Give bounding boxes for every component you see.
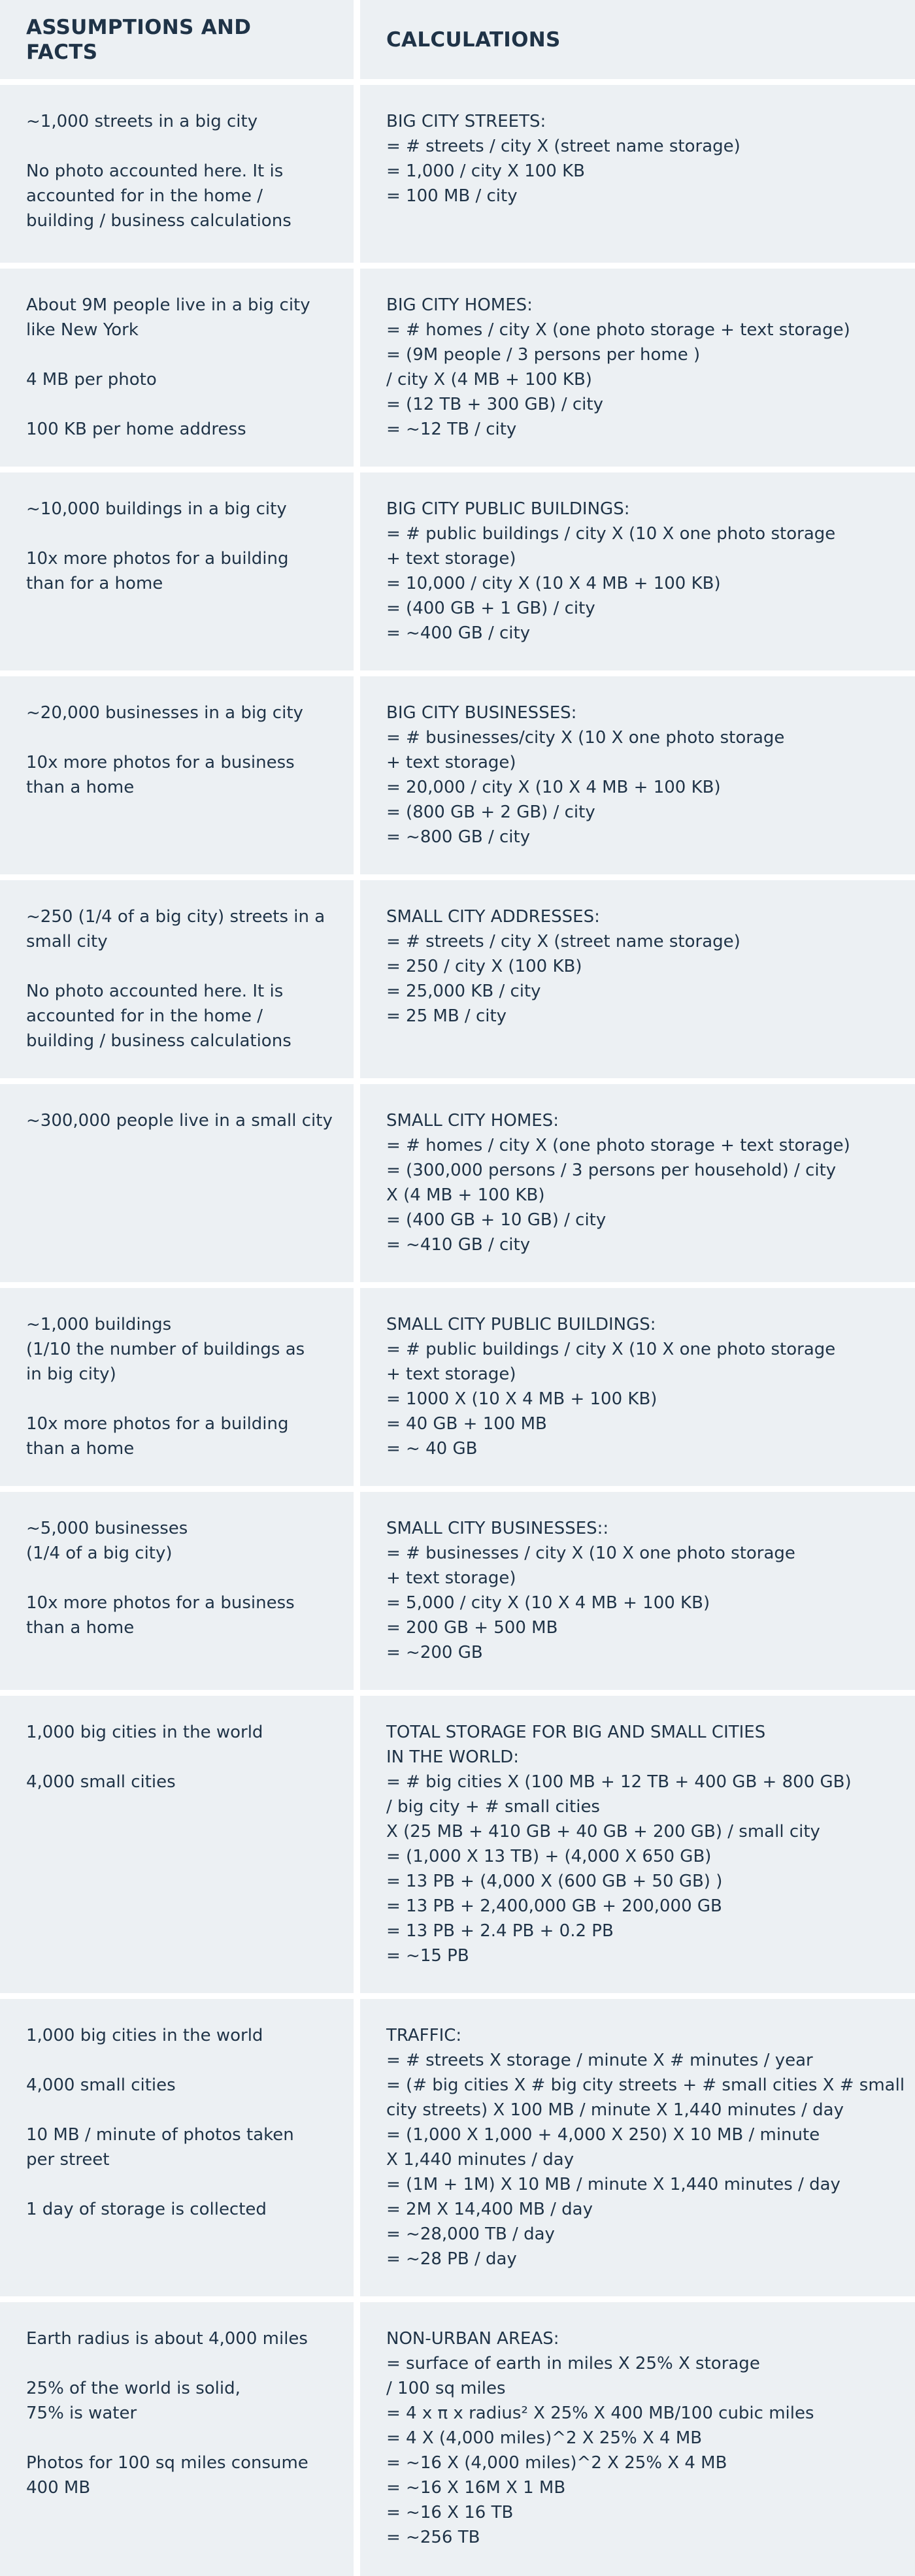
calculation-line: BIG CITY PUBLIC BUILDINGS: bbox=[386, 499, 630, 519]
calculations-cell bbox=[360, 1999, 915, 2296]
calculation-line: = 13 PB + (4,000 X (600 GB + 50 GB) ) bbox=[386, 1872, 723, 1891]
calculation-line: = 100 MB / city bbox=[386, 186, 518, 206]
calculation-line: + text storage) bbox=[386, 1364, 516, 1384]
assumption-line: 100 KB per home address bbox=[26, 420, 246, 439]
calculation-line: = 200 GB + 500 MB bbox=[386, 1618, 558, 1638]
calculation-line: / big city + # small cities bbox=[386, 1797, 600, 1817]
assumption-line: 10 MB / minute of photos taken bbox=[26, 2125, 294, 2145]
assumption-line bbox=[26, 2098, 327, 2122]
assumption-line: small city bbox=[26, 932, 108, 951]
assumption-line: No photo accounted here. It is bbox=[26, 982, 284, 1001]
assumption-line: 1,000 big cities in the world bbox=[26, 2026, 263, 2045]
header-calculations: CALCULATIONS bbox=[360, 0, 915, 79]
calculation-line: = ~200 GB bbox=[386, 1643, 483, 1662]
assumptions-cell bbox=[0, 269, 354, 467]
calculation-line: / 100 sq miles bbox=[386, 2379, 506, 2398]
assumption-line: ~250 (1/4 of a big city) streets in a bbox=[26, 907, 325, 927]
assumption-line: than a home bbox=[26, 1618, 135, 1638]
calculation-line: = # homes / city X (one photo storage + text storage) bbox=[386, 1136, 850, 1155]
calculations-cell bbox=[360, 269, 915, 467]
calculations-cell bbox=[360, 1696, 915, 1993]
calculations-cell bbox=[360, 1084, 915, 1282]
assumptions-cell bbox=[0, 472, 354, 670]
assumption-line bbox=[26, 521, 327, 546]
calculation-line: = ~ 40 GB bbox=[386, 1439, 478, 1459]
assumption-line: 400 MB bbox=[26, 2478, 91, 2498]
calculation-line: = ~16 X (4,000 miles)^2 X 25% X 4 MB bbox=[386, 2453, 727, 2473]
calculation-line: = ~256 TB bbox=[386, 2528, 480, 2547]
calculation-line: = 13 PB + 2.4 PB + 0.2 PB bbox=[386, 1921, 614, 1941]
assumption-line: building / business calculations bbox=[26, 1031, 291, 1051]
calculation-line: IN THE WORLD: bbox=[386, 1747, 520, 1767]
calculation-line: = # businesses / city X (10 X one photo storage bbox=[386, 1544, 795, 1563]
calculation-line: SMALL CITY ADDRESSES: bbox=[386, 907, 600, 927]
assumption-line bbox=[26, 1566, 327, 1591]
calculation-line: = 1000 X (10 X 4 MB + 100 KB) bbox=[386, 1389, 657, 1409]
assumption-line bbox=[26, 725, 327, 750]
assumption-line bbox=[26, 2351, 327, 2376]
assumptions-cell bbox=[0, 85, 354, 263]
assumption-line: No photo accounted here. It is bbox=[26, 161, 284, 181]
calculation-line: SMALL CITY PUBLIC BUILDINGS: bbox=[386, 1315, 656, 1334]
assumption-line bbox=[26, 954, 327, 979]
assumptions-cell bbox=[0, 1999, 354, 2296]
calculation-line: = # public buildings / city X (10 X one photo storage bbox=[386, 1340, 836, 1359]
assumption-line: 1,000 big cities in the world bbox=[26, 1723, 263, 1742]
calculation-line: = ~15 PB bbox=[386, 1946, 469, 1966]
calculations-cell bbox=[360, 676, 915, 874]
calculation-line: = 5,000 / city X (10 X 4 MB + 100 KB) bbox=[386, 1593, 710, 1613]
calculation-line: = (1,000 X 1,000 + 4,000 X 250) X 10 MB / minute bbox=[386, 2125, 820, 2145]
assumptions-cell bbox=[0, 676, 354, 874]
calculation-line: + text storage) bbox=[386, 549, 516, 569]
assumption-line: accounted for in the home / bbox=[26, 1006, 263, 1026]
calculation-line: = (9M people / 3 persons per home ) bbox=[386, 345, 701, 365]
header-assumptions: ASSUMPTIONS AND FACTS bbox=[0, 0, 354, 79]
calculation-line: = 1,000 / city X 100 KB bbox=[386, 161, 585, 181]
calculation-line: BIG CITY HOMES: bbox=[386, 295, 533, 315]
calculation-line: BIG CITY STREETS: bbox=[386, 112, 546, 131]
calculation-line: = ~28,000 TB / day bbox=[386, 2224, 555, 2244]
calculation-line: = ~28 PB / day bbox=[386, 2249, 517, 2269]
assumption-line: (1/4 of a big city) bbox=[26, 1544, 173, 1563]
assumption-line: ~10,000 buildings in a big city bbox=[26, 499, 287, 519]
calculation-line: + text storage) bbox=[386, 1568, 516, 1588]
assumptions-cell bbox=[0, 1696, 354, 1993]
calculation-line: = 20,000 / city X (10 X 4 MB + 100 KB) bbox=[386, 778, 721, 797]
assumption-line: 1 day of storage is collected bbox=[26, 2200, 267, 2219]
calculation-line: = ~16 X 16 TB bbox=[386, 2503, 514, 2522]
assumption-line: than a home bbox=[26, 1439, 135, 1459]
assumption-line: 10x more photos for a business bbox=[26, 1593, 295, 1613]
calculation-line: = (1M + 1M) X 10 MB / minute X 1,440 minutes / day bbox=[386, 2175, 840, 2194]
calculation-line: X (25 MB + 410 GB + 40 GB + 200 GB) / small city bbox=[386, 1822, 820, 1841]
calculations-cell bbox=[360, 2302, 915, 2576]
calculation-line: = (400 GB + 1 GB) / city bbox=[386, 599, 595, 618]
calculation-line: = # homes / city X (one photo storage + text storage) bbox=[386, 320, 850, 340]
calculation-line: NON-URBAN AREAS: bbox=[386, 2329, 559, 2349]
calculation-line: = 4 X (4,000 miles)^2 X 25% X 4 MB bbox=[386, 2428, 703, 2448]
assumptions-cell bbox=[0, 2302, 354, 2576]
calculations-cell bbox=[360, 472, 915, 670]
assumption-line bbox=[26, 2048, 327, 2073]
assumption-line bbox=[26, 2172, 327, 2197]
calculation-line: = # streets / city X (street name storage) bbox=[386, 137, 740, 156]
assumption-line: accounted for in the home / bbox=[26, 186, 263, 206]
calculation-line: BIG CITY BUSINESSES: bbox=[386, 703, 577, 723]
calculation-line: = # streets X storage / minute X # minutes / year bbox=[386, 2051, 813, 2070]
assumptions-cell bbox=[0, 1084, 354, 1282]
assumption-line: ~300,000 people live in a small city bbox=[26, 1111, 333, 1131]
calculation-line: = 4 x π x radius² X 25% X 400 MB/100 cubic miles bbox=[386, 2403, 814, 2423]
calculation-line: = ~800 GB / city bbox=[386, 827, 531, 847]
calculation-line: = # public buildings / city X (10 X one photo storage bbox=[386, 524, 836, 544]
calculation-line: = (12 TB + 300 GB) / city bbox=[386, 395, 603, 414]
calculation-line: = 250 / city X (100 KB) bbox=[386, 957, 582, 976]
assumption-line: Photos for 100 sq miles consume bbox=[26, 2453, 308, 2473]
assumption-line: like New York bbox=[26, 320, 139, 340]
calculation-line: SMALL CITY HOMES: bbox=[386, 1111, 559, 1131]
assumption-line: (1/10 the number of buildings as bbox=[26, 1340, 305, 1359]
calculation-line: = 10,000 / city X (10 X 4 MB + 100 KB) bbox=[386, 574, 721, 593]
assumption-line: About 9M people live in a big city bbox=[26, 295, 310, 315]
assumption-line bbox=[26, 1745, 327, 1770]
assumption-line: 4 MB per photo bbox=[26, 370, 157, 389]
assumption-line: per street bbox=[26, 2150, 110, 2170]
assumption-line: 4,000 small cities bbox=[26, 1772, 176, 1792]
calculation-line: / city X (4 MB + 100 KB) bbox=[386, 370, 592, 389]
calculation-line: + text storage) bbox=[386, 753, 516, 772]
calculation-line: = 25 MB / city bbox=[386, 1006, 507, 1026]
calculation-line: = 40 GB + 100 MB bbox=[386, 1414, 547, 1434]
assumption-line: than for a home bbox=[26, 574, 163, 593]
calculation-line: city streets) X 100 MB / minute X 1,440 minutes / day bbox=[386, 2100, 844, 2120]
assumption-line: 10x more photos for a building bbox=[26, 549, 289, 569]
assumption-line: Earth radius is about 4,000 miles bbox=[26, 2329, 308, 2349]
assumption-line: ~20,000 businesses in a big city bbox=[26, 703, 303, 723]
calculation-line: = 13 PB + 2,400,000 GB + 200,000 GB bbox=[386, 1896, 722, 1916]
assumption-line: 4,000 small cities bbox=[26, 2075, 176, 2095]
calculation-line: X 1,440 minutes / day bbox=[386, 2150, 574, 2170]
assumption-line: ~1,000 streets in a big city bbox=[26, 112, 258, 131]
calculations-cell bbox=[360, 880, 915, 1078]
calculation-line: = 25,000 KB / city bbox=[386, 982, 541, 1001]
assumption-line bbox=[26, 342, 327, 367]
calculations-cell bbox=[360, 1492, 915, 1690]
calculation-line: = (# big cities X # big city streets + # small cities X # small bbox=[386, 2075, 905, 2095]
assumption-line bbox=[26, 134, 327, 159]
calculation-line: = (300,000 persons / 3 persons per household) / city bbox=[386, 1161, 837, 1180]
calculation-line: SMALL CITY BUSINESSES:: bbox=[386, 1519, 609, 1538]
assumptions-cell bbox=[0, 1288, 354, 1486]
calculation-line: = # big cities X (100 MB + 12 TB + 400 GB + 800 GB) bbox=[386, 1772, 852, 1792]
calculation-line: = 2M X 14,400 MB / day bbox=[386, 2200, 593, 2219]
assumption-line: in big city) bbox=[26, 1364, 116, 1384]
calculation-line: X (4 MB + 100 KB) bbox=[386, 1185, 545, 1205]
calculation-line: = ~12 TB / city bbox=[386, 420, 517, 439]
calculation-line: = ~16 X 16M X 1 MB bbox=[386, 2478, 566, 2498]
assumption-line: than a home bbox=[26, 778, 135, 797]
assumptions-cell bbox=[0, 880, 354, 1078]
calculation-line: = (1,000 X 13 TB) + (4,000 X 650 GB) bbox=[386, 1847, 712, 1866]
assumption-line: 10x more photos for a building bbox=[26, 1414, 289, 1434]
calculation-line: TOTAL STORAGE FOR BIG AND SMALL CITIES bbox=[386, 1723, 766, 1742]
assumption-line bbox=[26, 1387, 327, 1412]
calculation-line: = (800 GB + 2 GB) / city bbox=[386, 802, 595, 822]
calculation-line: TRAFFIC: bbox=[386, 2026, 462, 2045]
calculation-line: = ~400 GB / city bbox=[386, 623, 531, 643]
assumption-line: 10x more photos for a business bbox=[26, 753, 295, 772]
calculation-line: = # businesses/city X (10 X one photo storage bbox=[386, 728, 785, 748]
assumptions-cell bbox=[0, 1492, 354, 1690]
calculations-cell bbox=[360, 1288, 915, 1486]
assumption-line: 25% of the world is solid, bbox=[26, 2379, 241, 2398]
assumption-line: building / business calculations bbox=[26, 211, 291, 231]
assumption-line bbox=[26, 2426, 327, 2451]
assumption-line bbox=[26, 392, 327, 417]
calculation-line: = ~410 GB / city bbox=[386, 1235, 531, 1255]
calculation-line: = (400 GB + 10 GB) / city bbox=[386, 1210, 607, 1230]
calculations-cell bbox=[360, 85, 915, 263]
calculation-line: = # streets / city X (street name storage) bbox=[386, 932, 740, 951]
assumption-line: 75% is water bbox=[26, 2403, 137, 2423]
assumption-line: ~1,000 buildings bbox=[26, 1315, 172, 1334]
assumption-line: ~5,000 businesses bbox=[26, 1519, 188, 1538]
calculation-line: = surface of earth in miles X 25% X storage bbox=[386, 2354, 760, 2373]
